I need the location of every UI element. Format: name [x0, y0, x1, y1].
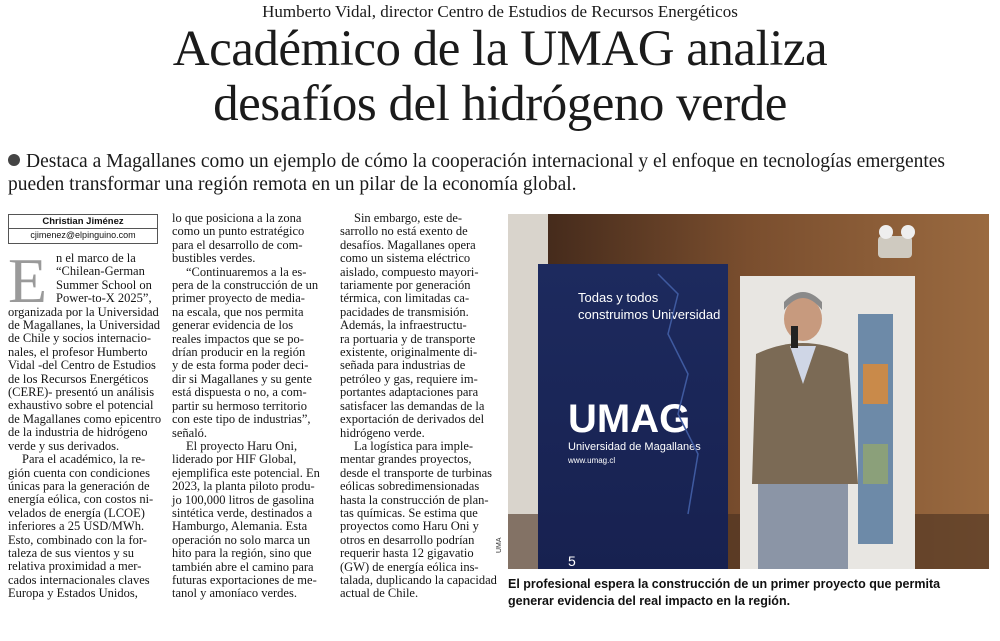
text-line: lo que posiciona a la zona	[172, 211, 302, 225]
banner-slogan-2: construimos Universidad	[578, 307, 721, 322]
text-line: “Continuaremos a la es-	[186, 264, 307, 279]
text-line: otros en desarrollo podrían	[340, 532, 475, 547]
text-line: actual de Chile.	[340, 586, 419, 601]
text-line: desafíos. Magallanes opera	[340, 237, 476, 252]
text-line: ra portuaria y de transporte	[340, 331, 476, 346]
text-line: desde el transporte de turbinas	[340, 465, 493, 480]
text-line: ejemplifica este potencial. En	[172, 465, 320, 480]
text-line: jo 100,000 litros de gasolina	[172, 492, 314, 507]
text-line: tanol y amoníaco verdes.	[172, 586, 297, 601]
caption-line-2: generar evidencia del real impacto en la región.	[508, 594, 791, 608]
text-line: de Magallanes, la Universidad	[8, 318, 161, 333]
text-line: exhaustivo sobre el potencial	[8, 398, 154, 413]
text-line: Para el académico, la re-	[22, 452, 146, 467]
text-line: portantes adaptaciones para	[340, 385, 479, 400]
text-line: Hamburgo, Alemania. Esta	[172, 519, 308, 534]
text-line: (CERE)- presentó un análisis	[8, 385, 155, 400]
paragraph	[8, 453, 158, 600]
banner-slogan-1: Todas y todos	[578, 290, 659, 305]
text-line: Sin embargo, este de-	[354, 211, 463, 225]
text-line: dir si Magallanes y su gente	[172, 371, 312, 386]
paragraph	[172, 266, 322, 440]
text-line: nales, el profesor Humberto	[8, 344, 148, 359]
text-line: está dispuesta o no, a com-	[172, 385, 307, 400]
text-line: requerir hasta 12 gigavatio	[340, 546, 474, 561]
text-line: tas químicas. Se estima que	[340, 505, 478, 520]
text-line: gión cuenta con condiciones	[8, 465, 150, 480]
banner-logo: UMAG	[568, 397, 691, 441]
text-line: Summer School on	[56, 277, 152, 292]
text-line: tariamente por generación	[340, 278, 471, 293]
headline-line-2: desafíos del hidrógeno verde	[213, 76, 787, 132]
article-column-3	[340, 212, 495, 601]
text-line: Europa y Estados Unidos,	[8, 586, 138, 601]
text-line: organizada por la Universidad	[8, 304, 159, 319]
article-column-2	[172, 212, 322, 601]
text-line: futuras exportaciones de me-	[172, 572, 317, 587]
text-line: 2023, la planta piloto produ-	[172, 479, 315, 494]
text-line: petróleo y gas, requiere im-	[340, 371, 478, 386]
dropcap: E	[8, 245, 48, 316]
text-line: energía eólica, con costos ni-	[8, 492, 154, 507]
banner-subtitle: Universidad de Magallanes	[568, 441, 701, 453]
caption-line-1: El profesional espera la construcción de un primer proyecto que permita	[508, 577, 941, 591]
text-line: pacidades de transmisión.	[340, 304, 469, 319]
text-line: La logística para imple-	[354, 438, 474, 453]
text-line: de Chile y socios internacio-	[8, 331, 152, 346]
text-line: como un punto estratégico	[172, 224, 305, 239]
text-line: sarrollo no está exento de	[340, 224, 468, 239]
text-line: aislado, compuesto mayori-	[340, 264, 479, 279]
text-line: eólicas sobredimensionadas	[340, 479, 480, 494]
text-line: para el desarrollo de com-	[172, 237, 303, 252]
text-line: operación no solo marca un	[172, 532, 311, 547]
text-line: de Magallanes como epicentro	[8, 411, 162, 426]
article-photo	[508, 214, 989, 569]
text-line: hidrógeno verde.	[340, 425, 425, 440]
text-line: hito para la región, sino que	[172, 546, 312, 561]
text-line: relativa proximidad a mer-	[8, 559, 142, 574]
byline	[8, 214, 158, 244]
photo-illustration	[508, 214, 989, 569]
lede-line-2: pueden transformar una región remota en un pilar de la economía global.	[8, 174, 577, 195]
text-line: (GW) de energía eólica ins-	[340, 559, 479, 574]
text-line: y de esta forma poder deci-	[172, 358, 309, 373]
text-line: na escala, que nos permita	[172, 304, 304, 319]
text-line: satisfacer las demandas de la	[340, 398, 485, 413]
author-name: Christian Jiménez	[9, 215, 157, 229]
text-line: únicas para la generación de	[8, 478, 150, 493]
text-line: Vidal -del Centro de Estudios	[8, 358, 156, 373]
text-line: El proyecto Haru Oni,	[186, 438, 298, 453]
text-line: Esto, combinado con la for-	[8, 532, 147, 547]
text-line: hasta la construcción de plan-	[340, 492, 489, 507]
paragraph	[340, 440, 495, 601]
text-line: liderado por HIF Global,	[172, 452, 297, 467]
text-line: señaló.	[172, 425, 208, 440]
text-line: velados de energía (LCOE)	[8, 505, 145, 520]
text-line: térmica, con limitadas ca-	[340, 291, 470, 306]
lede	[8, 150, 993, 196]
text-line: taleza de sus vientos y su	[8, 545, 135, 560]
text-line: generar evidencia de los	[172, 318, 294, 333]
text-line: con este tipo de industrias”,	[172, 412, 311, 427]
lede-line-1: Destaca a Magallanes como un ejemplo de cómo la cooperación internacional y el enfoque en tecnologías emergentes	[26, 151, 946, 172]
text-line: mentar grandes proyectos,	[340, 452, 472, 467]
paragraph	[172, 440, 322, 601]
text-line: talada, duplicando la capacidad	[340, 572, 497, 587]
paragraph	[172, 212, 322, 266]
text-line: reales impactos que se po-	[172, 331, 304, 346]
photo-credit: UMA	[496, 537, 503, 553]
text-line: Power-to-X 2025”,	[56, 291, 152, 306]
text-line: verde y sus derivados.	[8, 438, 120, 453]
bullet-icon	[8, 154, 20, 166]
text-line: drían producir en la región	[172, 345, 306, 360]
text-line: proyectos como Haru Oni y	[340, 519, 479, 534]
text-line: como un sistema eléctrico	[340, 251, 471, 266]
banner-footer: 5	[568, 553, 576, 569]
text-line: de la industria de hidrógeno	[8, 425, 148, 440]
headline	[0, 22, 1000, 132]
banner-url: www.umag.cl	[568, 456, 616, 465]
text-line: “Chilean-German	[56, 264, 145, 279]
paragraph	[340, 212, 495, 440]
photo-caption	[508, 576, 993, 610]
text-line: inferiores a 25 USD/MWh.	[8, 519, 145, 534]
text-line: existente, originalmente di-	[340, 345, 478, 360]
text-line: de los Recursos Energéticos	[8, 371, 149, 386]
text-line: pera de la construcción de un	[172, 278, 319, 293]
text-line: bustibles verdes.	[172, 251, 256, 266]
author-email[interactable]: cjimenez@elpinguino.com	[30, 230, 136, 240]
text-line: Además, la infraestructu-	[340, 318, 467, 333]
kicker: Humberto Vidal, director Centro de Estudios de Recursos Energéticos	[262, 2, 738, 21]
text-line: también abre el camino para	[172, 559, 314, 574]
text-line: cados internacionales claves	[8, 572, 150, 587]
text-line: primer proyecto de media-	[172, 291, 305, 306]
text-line: sintética verde, destinados a	[172, 505, 313, 520]
text-line: n el marco de la	[56, 251, 136, 265]
text-line: partir su hermoso territorio	[172, 398, 308, 413]
text-line: señada para industrias de	[340, 358, 466, 373]
article-column-1	[8, 245, 162, 601]
paragraph	[8, 245, 162, 453]
headline-line-1: Académico de la UMAG analiza	[172, 21, 828, 77]
text-line: exportación de derivados del	[340, 412, 485, 427]
